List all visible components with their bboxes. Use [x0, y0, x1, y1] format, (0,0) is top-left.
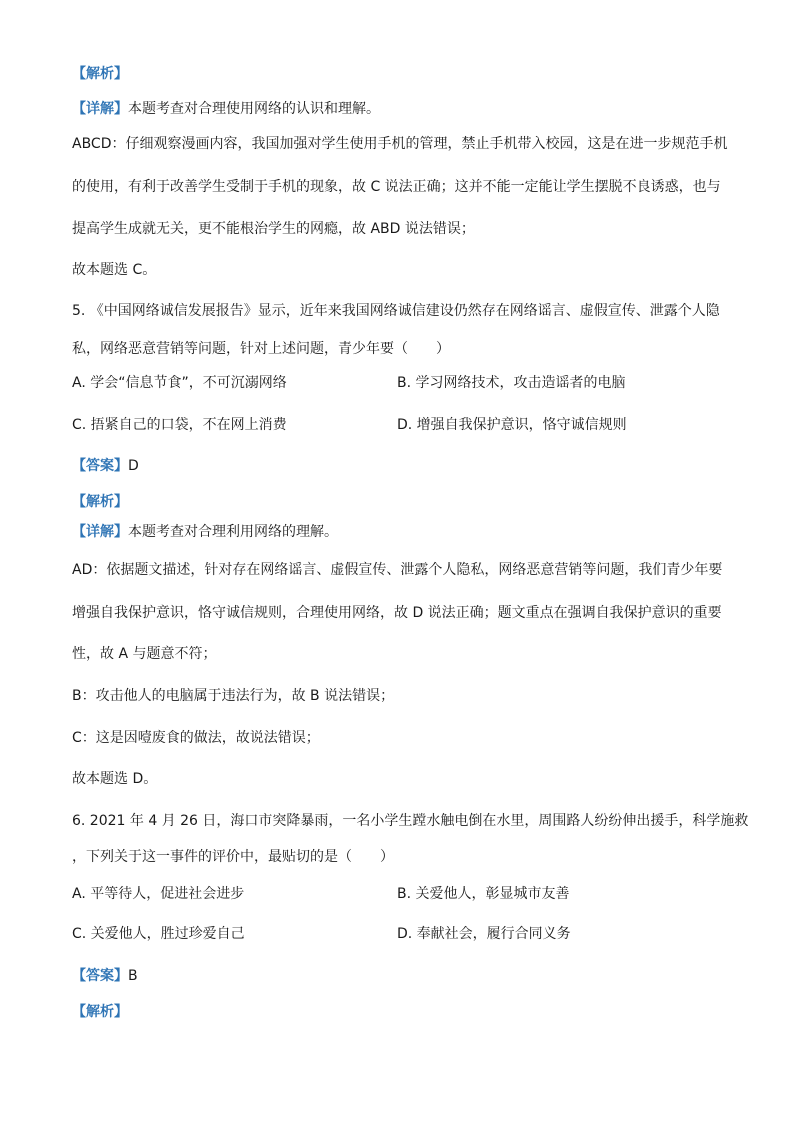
q5-analysis-line-4: B：攻击他人的电脑属于违法行为，故 B 说法错误； [72, 688, 395, 704]
q5-option-b: B. 学习网络技术，攻击造谣者的电脑 [397, 375, 626, 391]
q5-option-d: D. 增强自我保护意识，恪守诚信规则 [397, 417, 627, 433]
q4-detail-text: 本题考查对合理使用网络的认识和理解。 [128, 101, 380, 117]
q6-analysis-heading: 【解析】 [72, 1004, 128, 1020]
q6-stem-line-1: 6. 2021 年 4 月 26 日，海口市突降暴雨，一名小学生蹚水触电倒在水里，周围路人纷纷伸出援手，科学施救 [72, 813, 749, 829]
q4-detail-tag: 【详解】 [72, 101, 128, 117]
q5-conclusion: 故本题选 D。 [72, 771, 158, 787]
q4-analysis-line-1: ABCD：仔细观察漫画内容，我国加强对学生使用手机的管理，禁止手机带入校园，这是在进一步规范手机 [72, 136, 728, 152]
q5-option-c: C. 捂紧自己的口袋，不在网上消费 [72, 417, 287, 433]
q6-stem-line-2: ，下列关于这一事件的评价中，最贴切的是（ ） [72, 849, 394, 865]
q6-answer-line [72, 966, 138, 986]
q5-answer-line [72, 456, 139, 476]
q4-conclusion: 故本题选 C。 [72, 262, 157, 278]
q5-analysis-line-1: AD：依据题文描述，针对存在网络谣言、虚假宣传、泄露个人隐私，网络恶意营销等问题，我们青少年要 [72, 562, 723, 578]
q5-answer-tag: 【答案】 [72, 458, 128, 474]
q5-detail-tag: 【详解】 [72, 524, 128, 540]
q5-detail-text: 本题考查对合理利用网络的理解。 [128, 524, 338, 540]
q4-analysis-heading: 【解析】 [72, 66, 128, 82]
q6-option-d: D. 奉献社会，履行合同义务 [397, 926, 571, 942]
q5-analysis-line-3: 性，故 A 与题意不符； [72, 646, 217, 662]
q6-option-c: C. 关爱他人，胜过珍爱自己 [72, 926, 245, 942]
q5-option-a: A. 学会“信息节食”，不可沉溺网络 [72, 375, 287, 391]
q4-detail-line [72, 99, 380, 119]
q5-analysis-heading: 【解析】 [72, 494, 128, 510]
q5-stem-line-2: 私，网络恶意营销等问题，针对上述问题，青少年要（ ） [72, 341, 450, 357]
q5-analysis-line-5: C：这是因噎废食的做法，故说法错误； [72, 730, 320, 746]
q5-analysis-line-2: 增强自我保护意识，恪守诚信规则，合理使用网络，故 D 说法正确；题文重点在强调自我保护意识的重要 [72, 605, 722, 621]
q6-answer-tag: 【答案】 [72, 968, 128, 984]
q6-option-b: B. 关爱他人，彰显城市友善 [397, 886, 570, 902]
q4-analysis-line-2: 的使用，有利于改善学生受制于手机的现象，故 C 说法正确；这并不能一定能让学生摆脱不良诱惑，也与 [72, 179, 721, 195]
q4-analysis-line-3: 提高学生成就无关，更不能根治学生的网瘾，故 ABD 说法错误； [72, 221, 475, 237]
q5-answer-value: D [128, 458, 139, 474]
q5-stem-line-1: 5. 《中国网络诚信发展报告》显示，近年来我国网络诚信建设仍然存在网络谣言、虚假宣传、泄露个人隐 [72, 303, 720, 319]
q6-option-a: A. 平等待人，促进社会进步 [72, 886, 245, 902]
q6-answer-value: B [128, 968, 138, 984]
q5-detail-line [72, 522, 338, 542]
